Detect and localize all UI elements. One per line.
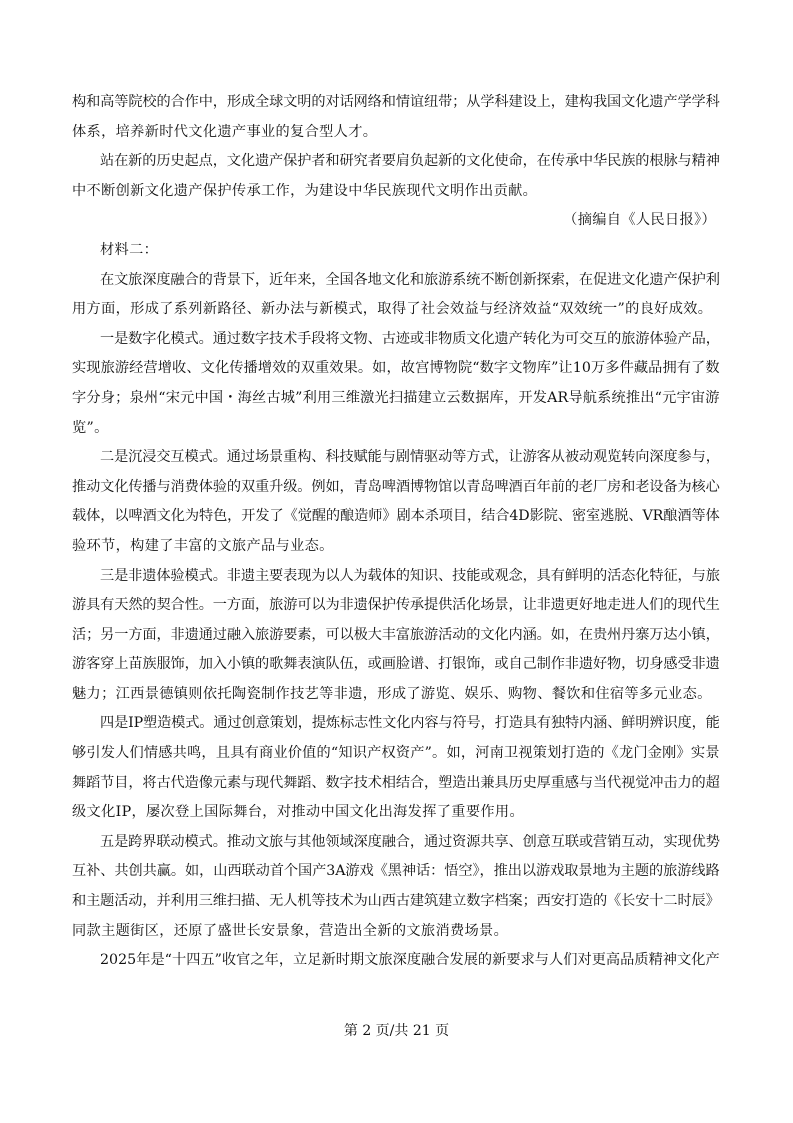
text-line: 载体，以啤酒文化为特色，开发了《觉醒的酿造师》剧本杀项目，结合4D影院、密室逃脱、VR酿酒等体 (72, 508, 720, 525)
page-number-footer: 第 2 页/共 21 页 (343, 1023, 450, 1039)
text-line: 够引发人们情感共鸣，且具有商业价值的“知识产权资产”。如，河南卫视策划打造的《龙门金刚》实景 (72, 745, 720, 762)
text-line: 2025年是“十四五”收官之年，立足新时期文旅深度融合发展的新要求与人们对更高品质精神文化产 (100, 952, 720, 969)
text-line: 览”。 (72, 419, 109, 436)
text-line: 字分身；泉州“宋元中国・海丝古城”利用三维激光扫描建立云数据库，开发AR导航系统推出“元宇宙游 (72, 389, 720, 406)
text-line: 同款主题街区，还原了盛世长安景象，营造出全新的文旅消费场景。 (72, 922, 509, 939)
text-line: 材料二： (100, 241, 159, 258)
text-line: 实现旅游经营增收、文化传播增效的双重效果。如，故宫博物院“数字文物库”让10万多件藏品拥有了数 (72, 360, 720, 377)
text-line: 三是非遗体验模式。非遗主要表现为以人为载体的知识、技能或观念，具有鲜明的活态化特征，与旅 (100, 567, 720, 584)
text-line: 四是IP塑造模式。通过创意策划，提炼标志性文化内容与符号，打造具有独特内涵、鲜明辨识度，能 (100, 715, 720, 732)
text-line: 一是数字化模式。通过数字技术手段将文物、古迹或非物质文化遗产转化为可交互的旅游体验产品， (100, 330, 720, 347)
text-line: 中不断创新文化遗产保护传承工作，为建设中华民族现代文明作出贡献。 (72, 182, 538, 199)
text-line: 游具有天然的契合性。一方面，旅游可以为非遗保护传承提供活化场景，让非遗更好地走进人们的现代生 (72, 597, 720, 614)
text-line: 在文旅深度融合的背景下，近年来，全国各地文化和旅游系统不断创新探索，在促进文化遗产保护利 (100, 271, 720, 288)
text-line: 互补、共创共赢。如，山西联动首个国产3A游戏《黑神话：悟空》，推出以游戏取景地为主题的旅游线路 (72, 863, 720, 880)
text-line: （摘编自《人民日报》） (563, 212, 716, 229)
text-line: 五是跨界联动模式。推动文旅与其他领域深度融合，通过资源共享、创意互联或营销互动，实现优势 (100, 833, 720, 850)
text-line: 舞蹈节目，将古代造像元素与现代舞蹈、数字技术相结合，塑造出兼具历史厚重感与当代视觉冲击力的超 (72, 774, 720, 791)
text-line: 验环节，构建了丰富的文旅产品与业态。 (72, 537, 334, 554)
document-body (72, 88, 722, 976)
text-line: 游客穿上苗族服饰，加入小镇的歌舞表演队伍，或画脸谱、打银饰，或自己制作非遗好物，切身感受非遗 (72, 656, 720, 673)
text-line: 构和高等院校的合作中，形成全球文明的对话网络和情谊纽带；从学科建设上，建构我国文化遗产学学科 (72, 94, 720, 110)
text-line: 体系，培养新时代文化遗产事业的复合型人才。 (72, 123, 378, 140)
text-line: 用方面，形成了系列新路径、新办法与新模式，取得了社会效益与经济效益“双效统一”的良好成效。 (72, 301, 713, 318)
text-line: 站在新的历史起点，文化遗产保护者和研究者要肩负起新的文化使命，在传承中华民族的根脉与精神 (100, 153, 720, 170)
text-line: 推动文化传播与消费体验的双重升级。例如，青岛啤酒博物馆以青岛啤酒百年前的老厂房和老设备为核心 (72, 478, 720, 495)
text-line: 魅力；江西景德镇则依托陶瓷制作技艺等非遗，形成了游览、娱乐、购物、餐饮和住宿等多元业态。 (72, 685, 712, 702)
text-line: 二是沉浸交互模式。通过场景重构、科技赋能与剧情驱动等方式，让游客从被动观览转向深度参与， (100, 449, 720, 466)
text-line: 级文化IP，屡次登上国际舞台，对推动中国文化出海发挥了重要作用。 (72, 804, 524, 821)
text-line: 活；另一方面，非遗通过融入旅游要素，可以极大丰富旅游活动的文化内涵。如，在贵州丹寨万达小镇， (72, 626, 720, 643)
text-line: 和主题活动，并利用三维扫描、无人机等技术为山西古建筑建立数字档案；西安打造的《长安十二时辰》 (72, 893, 720, 910)
